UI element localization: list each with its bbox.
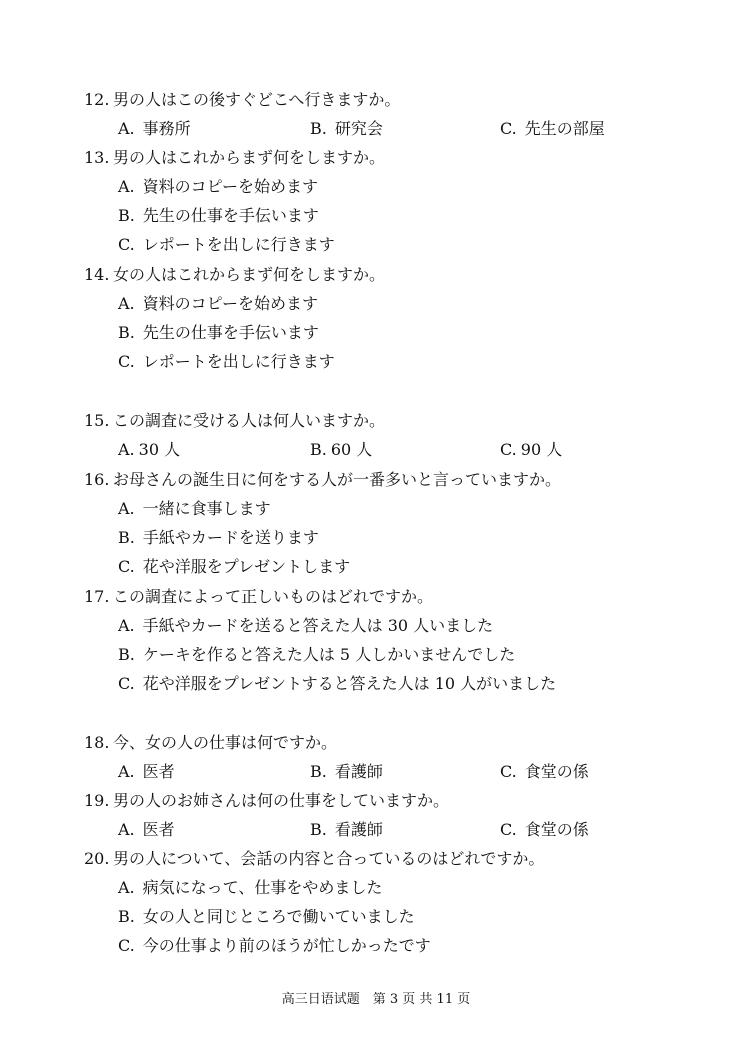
option-label: A.: [118, 294, 135, 313]
question-12: [0, 85, 752, 143]
option-text: 看護師: [334, 820, 383, 839]
option-text: レポートを出しに行きます: [142, 352, 335, 371]
option-text: 先生の仕事を手伝います: [142, 323, 319, 342]
question-text: この調査によって正しいものはどれですか。: [113, 587, 434, 606]
option-a: [118, 114, 191, 143]
option-text: 先生の部屋: [524, 119, 605, 138]
option-text: 女の人と同じところで働いていました: [142, 907, 415, 926]
option-label: A.: [118, 616, 135, 635]
option-text: 医者: [142, 762, 175, 781]
question-line: [0, 406, 752, 435]
option-text: 90 人: [520, 440, 563, 459]
option-text: 30 人: [138, 440, 181, 459]
option-b: [0, 318, 752, 347]
option-text: ケーキを作ると答えた人は 5 人しかいませんでした: [142, 645, 516, 664]
option-text: 医者: [142, 820, 175, 839]
option-text: 食堂の係: [524, 820, 589, 839]
option-text: 研究会: [334, 119, 383, 138]
option-text: 手紙やカードを送ります: [142, 528, 319, 547]
option-b: [310, 815, 383, 844]
option-c: [500, 435, 562, 464]
question-number: 17.: [84, 587, 110, 606]
question-19: [0, 786, 752, 844]
option-c: [0, 552, 752, 581]
option-label: C.: [118, 235, 135, 254]
option-text: 資料のコピーを始めます: [142, 294, 319, 313]
option-text: 先生の仕事を手伝います: [142, 206, 319, 225]
option-label: C.: [118, 352, 135, 371]
option-a: [118, 435, 180, 464]
question-18: [0, 728, 752, 786]
option-label: A.: [118, 440, 135, 459]
option-text: 今の仕事より前のほうが忙しかったです: [142, 936, 431, 955]
question-line: [0, 85, 752, 114]
question-text: 今、女の人の仕事は何ですか。: [113, 733, 338, 752]
question-17: [0, 582, 752, 698]
question-number: 16.: [84, 470, 110, 489]
options-row: [0, 435, 752, 464]
option-b: [310, 757, 383, 786]
option-text: 手紙やカードを送ると答えた人は 30 人いました: [142, 616, 494, 635]
option-text: 病気になって、仕事をやめました: [142, 878, 383, 897]
option-text: 事務所: [142, 119, 191, 138]
option-label: C.: [500, 119, 517, 138]
option-label: A.: [118, 878, 135, 897]
option-text: レポートを出しに行きます: [142, 235, 335, 254]
option-label: A.: [118, 762, 135, 781]
question-number: 18.: [84, 733, 110, 752]
question-line: [0, 844, 752, 873]
question-14: [0, 260, 752, 376]
option-c: [0, 669, 752, 698]
option-label: A.: [118, 499, 135, 518]
option-label: C.: [118, 936, 135, 955]
option-label: A.: [118, 820, 135, 839]
option-b: [0, 201, 752, 230]
option-label: B.: [118, 528, 135, 547]
option-b: [0, 902, 752, 931]
option-c: [0, 931, 752, 960]
option-c: [500, 757, 589, 786]
option-text: 一緒に食事します: [142, 499, 271, 518]
question-line: [0, 465, 752, 494]
option-a: [118, 815, 175, 844]
question-line: [0, 143, 752, 172]
option-label: B.: [118, 645, 135, 664]
option-label: C.: [118, 557, 135, 576]
question-13: [0, 143, 752, 259]
option-label: B.: [310, 820, 327, 839]
question-line: [0, 260, 752, 289]
options-row: [0, 114, 752, 143]
option-text: 資料のコピーを始めます: [142, 177, 319, 196]
question-number: 19.: [84, 791, 110, 810]
option-b: [310, 114, 383, 143]
question-text: お母さんの誕生日に何をする人が一番多いと言っていますか。: [113, 470, 562, 489]
option-c: [500, 114, 605, 143]
question-text: 男の人はこれからまず何をしますか。: [113, 148, 386, 167]
option-c: [500, 815, 589, 844]
option-c: [0, 230, 752, 259]
question-number: 20.: [84, 849, 110, 868]
question-20: [0, 844, 752, 960]
option-text: 花や洋服をプレゼントすると答えた人は 10 人がいました: [142, 674, 557, 693]
option-label: A.: [118, 119, 135, 138]
question-line: [0, 728, 752, 757]
question-number: 14.: [84, 265, 110, 284]
option-label: C.: [118, 674, 135, 693]
question-number: 15.: [84, 411, 110, 430]
option-label: C.: [500, 762, 517, 781]
question-text: この調査に受ける人は何人いますか。: [113, 411, 386, 430]
option-a: [0, 172, 752, 201]
question-line: [0, 582, 752, 611]
option-b: [0, 640, 752, 669]
question-number: 12.: [84, 90, 110, 109]
page-footer: 高三日语试题 第 3 页 共 11 页: [281, 992, 471, 1007]
option-label: C.: [500, 820, 517, 839]
question-number: 13.: [84, 148, 110, 167]
option-text: 花や洋服をプレゼントします: [142, 557, 351, 576]
option-a: [0, 289, 752, 318]
question-line: [0, 786, 752, 815]
option-label: B.: [118, 907, 135, 926]
option-label: B.: [118, 206, 135, 225]
option-label: C.: [500, 440, 517, 459]
question-text: 男の人はこの後すぐどこへ行きますか。: [113, 90, 401, 109]
question-15: [0, 406, 752, 464]
option-c: [0, 347, 752, 376]
option-label: B.: [310, 440, 327, 459]
option-label: B.: [310, 119, 327, 138]
option-a: [0, 494, 752, 523]
options-row: [0, 757, 752, 786]
option-b: [310, 435, 372, 464]
option-b: [0, 523, 752, 552]
question-16: [0, 465, 752, 581]
option-a: [118, 757, 175, 786]
option-text: 看護師: [334, 762, 383, 781]
question-text: 女の人はこれからまず何をしますか。: [113, 265, 386, 284]
options-row: [0, 815, 752, 844]
option-a: [0, 873, 752, 902]
option-label: B.: [118, 323, 135, 342]
option-label: A.: [118, 177, 135, 196]
option-a: [0, 611, 752, 640]
option-label: B.: [310, 762, 327, 781]
option-text: 60 人: [330, 440, 373, 459]
question-text: 男の人について、会話の内容と合っているのはどれですか。: [113, 849, 545, 868]
option-text: 食堂の係: [524, 762, 589, 781]
question-text: 男の人のお姉さんは何の仕事をしていますか。: [113, 791, 450, 810]
